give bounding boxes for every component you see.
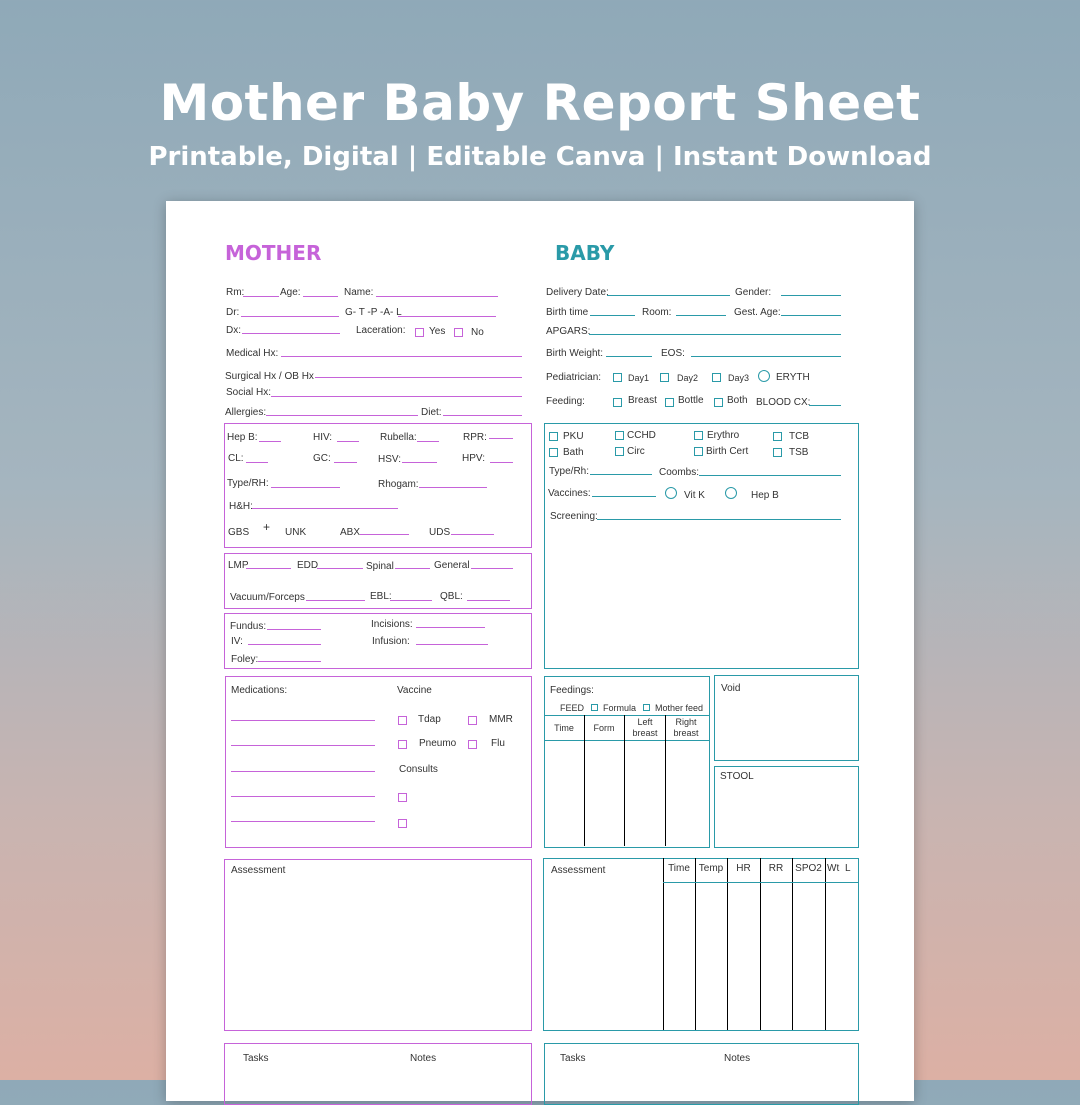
vitals-divider-1	[695, 858, 696, 1030]
edd-label: EDD	[297, 560, 319, 571]
formula-label: Formula	[603, 703, 637, 713]
coombs-label: Coombs:	[659, 467, 700, 478]
vitals-col-rr: RR	[768, 863, 784, 874]
gc-line[interactable]	[334, 462, 357, 463]
circ-checkbox[interactable]	[615, 447, 624, 456]
gbs-plus: +	[263, 520, 271, 534]
vacuum-line[interactable]	[306, 600, 365, 601]
cl-line[interactable]	[246, 462, 268, 463]
tdap-label: Tdap	[418, 714, 441, 725]
vitals-divider-4	[792, 858, 793, 1030]
name-line[interactable]	[376, 296, 498, 297]
hh-line[interactable]	[252, 508, 398, 509]
baby-screening-box	[544, 423, 859, 669]
infusion-line[interactable]	[416, 644, 488, 645]
lmp-label: LMP	[228, 560, 249, 571]
rpr-label: RPR:	[463, 432, 487, 443]
mother-tasks-label: Tasks	[243, 1053, 269, 1064]
vitals-divider-3	[760, 858, 761, 1030]
bottle-checkbox[interactable]	[665, 398, 674, 407]
medication-line-3[interactable]	[231, 771, 375, 772]
edd-line[interactable]	[317, 568, 363, 569]
laceration-yes-label: Yes	[429, 326, 446, 337]
mmr-label: MMR	[489, 714, 513, 725]
blood-cx-line[interactable]	[809, 405, 841, 406]
ebl-label: EBL:	[370, 591, 392, 602]
eos-line[interactable]	[691, 356, 841, 357]
laceration-label: Laceration:	[356, 325, 406, 336]
bath-label: Bath	[563, 447, 584, 458]
report-sheet	[166, 201, 914, 1101]
apgars-label: APGARS:	[546, 326, 591, 337]
feed-table-header-line	[544, 740, 710, 741]
page-title: Mother Baby Report Sheet	[159, 74, 921, 132]
vitals-col-spo2: SPO2	[795, 863, 822, 874]
abx-line[interactable]	[360, 534, 409, 535]
rm-line[interactable]	[243, 296, 279, 297]
day2-checkbox[interactable]	[660, 373, 669, 382]
type-rh-line[interactable]	[271, 487, 340, 488]
screening-label: Screening:	[550, 511, 598, 522]
screening-line[interactable]	[597, 519, 841, 520]
bath-checkbox[interactable]	[549, 448, 558, 457]
gbs-label: GBS	[228, 527, 250, 538]
pneumo-checkbox[interactable]	[398, 740, 407, 749]
diet-line[interactable]	[443, 415, 522, 416]
flu-label: Flu	[491, 738, 505, 749]
medications-label: Medications:	[231, 685, 288, 696]
feeding-label: Feeding:	[546, 396, 585, 407]
feed-col-time: Time	[554, 723, 574, 733]
hsv-label: HSV:	[378, 454, 401, 465]
blood-cx-label: BLOOD CX:	[756, 397, 811, 408]
cchd-checkbox[interactable]	[615, 431, 624, 440]
gender-line[interactable]	[781, 295, 841, 296]
rm-label: Rm:	[226, 287, 245, 298]
consult-checkbox-2[interactable]	[398, 819, 407, 828]
erythro-checkbox[interactable]	[694, 431, 703, 440]
iv-label: IV:	[231, 636, 243, 647]
vaccines-line[interactable]	[592, 496, 656, 497]
qbl-line[interactable]	[467, 600, 510, 601]
age-label: Age:	[280, 287, 301, 298]
diet-label: Diet:	[421, 407, 442, 418]
bottle-label: Bottle	[678, 395, 704, 406]
foley-line[interactable]	[258, 661, 321, 662]
baby-assessment-label: Assessment	[551, 865, 606, 876]
spinal-label: Spinal	[366, 561, 394, 572]
day1-checkbox[interactable]	[613, 373, 622, 382]
uds-label: UDS	[429, 527, 451, 538]
hh-label: H&H:	[229, 501, 253, 512]
abx-label: ABX	[340, 527, 361, 538]
pku-label: PKU	[563, 431, 584, 442]
vitals-divider-0	[663, 858, 664, 1030]
coombs-line[interactable]	[699, 475, 841, 476]
laceration-no-label: No	[471, 327, 484, 338]
baby-type-rh-label: Type/Rh:	[549, 466, 590, 477]
general-line[interactable]	[471, 568, 513, 569]
social-hx-line[interactable]	[271, 396, 522, 397]
ebl-line[interactable]	[390, 600, 432, 601]
breast-checkbox[interactable]	[613, 398, 622, 407]
circ-label: Circ	[627, 446, 645, 457]
vitals-col-hr: HR	[736, 863, 751, 874]
infusion-label: Infusion:	[372, 636, 410, 647]
feed-label: FEED	[560, 703, 585, 713]
day3-label: Day3	[728, 373, 750, 383]
vitals-divider-2	[727, 858, 728, 1030]
stool-label: STOOL	[720, 771, 754, 782]
day2-label: Day2	[677, 373, 699, 383]
gtpal-line[interactable]	[398, 316, 496, 317]
hepb-line[interactable]	[259, 441, 281, 442]
hpv-label: HPV:	[462, 453, 485, 464]
baby-hepb-radio[interactable]	[725, 487, 737, 499]
rhogam-label: Rhogam:	[378, 479, 419, 490]
baby-hepb-label: Hep B	[751, 490, 779, 501]
hiv-label: HIV:	[313, 432, 333, 443]
consults-label: Consults	[399, 764, 438, 775]
hepb-label: Hep B:	[227, 432, 258, 443]
cl-label: CL:	[228, 453, 244, 464]
gest-age-line[interactable]	[781, 315, 841, 316]
flu-checkbox[interactable]	[468, 740, 477, 749]
medication-line-1[interactable]	[231, 720, 375, 721]
mother-medications-box	[225, 676, 532, 848]
erythro-label: Erythro	[707, 430, 740, 441]
eryth-radio[interactable]	[758, 370, 770, 382]
allergies-line[interactable]	[266, 415, 418, 416]
medication-line-5[interactable]	[231, 821, 375, 822]
baby-type-rh-line[interactable]	[590, 474, 652, 475]
breast-label: Breast	[628, 395, 657, 406]
foley-label: Foley:	[231, 654, 259, 665]
hpv-line[interactable]	[490, 462, 513, 463]
feed-col-left-breast: Left breast	[632, 717, 658, 738]
tsb-checkbox[interactable]	[773, 448, 782, 457]
birth-cert-label: Birth Cert	[706, 446, 749, 457]
gc-label: GC:	[313, 453, 331, 464]
spinal-line[interactable]	[395, 568, 430, 569]
vitals-col-time: Time	[668, 863, 690, 874]
medication-line-4[interactable]	[231, 796, 375, 797]
mother-feed-checkbox[interactable]	[643, 704, 650, 711]
feed-col-right-breast: Right breast	[673, 717, 699, 738]
vacuum-label: Vacuum/Forceps	[230, 592, 305, 603]
hsv-line[interactable]	[402, 462, 437, 463]
gest-age-label: Gest. Age:	[734, 307, 781, 318]
gender-label: Gender:	[735, 287, 772, 298]
incisions-label: Incisions:	[371, 619, 413, 630]
mother-heading: MOTHER	[225, 241, 322, 265]
dx-line[interactable]	[242, 333, 340, 334]
consult-checkbox-1[interactable]	[398, 793, 407, 802]
medical-hx-line[interactable]	[281, 356, 522, 357]
void-label: Void	[721, 683, 741, 694]
rpr-line[interactable]	[489, 438, 513, 439]
dx-label: Dx:	[226, 325, 241, 336]
delivery-date-label: Delivery Date:	[546, 287, 609, 298]
birth-cert-checkbox[interactable]	[694, 447, 703, 456]
incisions-line[interactable]	[416, 627, 485, 628]
allergies-label: Allergies:	[225, 407, 267, 418]
surgical-hx-label: Surgical Hx / OB Hx	[225, 371, 314, 382]
dr-line[interactable]	[241, 316, 339, 317]
vitals-col-l: L	[845, 863, 851, 874]
feed-col-divider-2	[624, 715, 625, 846]
age-line[interactable]	[303, 296, 338, 297]
mother-assessment-box[interactable]	[224, 859, 532, 1031]
gtpal-label: G- T -P -A- L	[345, 307, 402, 318]
formula-checkbox[interactable]	[591, 704, 598, 711]
delivery-date-line[interactable]	[607, 295, 730, 296]
fundus-label: Fundus:	[230, 621, 267, 632]
room-line[interactable]	[676, 315, 726, 316]
laceration-no-checkbox[interactable]	[454, 328, 463, 337]
vitals-col-temp: Temp	[698, 863, 724, 874]
both-label: Both	[727, 395, 748, 406]
name-label: Name:	[344, 287, 374, 298]
baby-tasks-box[interactable]	[544, 1043, 859, 1105]
baby-heading: BABY	[555, 241, 615, 265]
qbl-label: QBL:	[440, 591, 463, 602]
vitals-col-wt: Wt	[827, 863, 840, 874]
tcb-checkbox[interactable]	[773, 432, 782, 441]
day3-checkbox[interactable]	[712, 373, 721, 382]
pneumo-label: Pneumo	[419, 738, 457, 749]
lmp-line[interactable]	[246, 568, 291, 569]
fundus-line[interactable]	[267, 629, 321, 630]
vitals-header-line	[663, 882, 858, 883]
pku-checkbox[interactable]	[549, 432, 558, 441]
tsb-label: TSB	[789, 447, 809, 458]
tdap-checkbox[interactable]	[398, 716, 407, 725]
feed-col-divider-1	[584, 715, 585, 846]
mother-notes-label: Notes	[410, 1053, 437, 1064]
cchd-label: CCHD	[627, 430, 656, 441]
tcb-label: TCB	[789, 431, 809, 442]
birth-time-label: Birth time	[546, 307, 589, 318]
pediatrician-label: Pediatrician:	[546, 372, 602, 383]
dr-label: Dr:	[226, 307, 240, 318]
birth-time-line[interactable]	[590, 315, 635, 316]
both-checkbox[interactable]	[714, 398, 723, 407]
laceration-yes-checkbox[interactable]	[415, 328, 424, 337]
rhogam-line[interactable]	[419, 487, 487, 488]
mmr-checkbox[interactable]	[468, 716, 477, 725]
mother-assessment-label: Assessment	[231, 865, 286, 876]
mother-feed-label: Mother feed	[655, 703, 704, 713]
medical-hx-label: Medical Hx:	[226, 348, 279, 359]
type-rh-label: Type/RH:	[227, 478, 269, 489]
feedings-label: Feedings:	[550, 685, 594, 696]
vitk-label: Vit K	[684, 490, 705, 501]
vitals-divider-5	[825, 858, 826, 1030]
social-hx-label: Social Hx:	[226, 387, 272, 398]
uds-line[interactable]	[451, 534, 494, 535]
feed-table-top-line	[544, 715, 710, 716]
gbs-unk: UNK	[285, 527, 307, 538]
vaccines-label: Vaccines:	[548, 488, 591, 499]
baby-tasks-label: Tasks	[560, 1053, 586, 1064]
rubella-label: Rubella:	[380, 432, 417, 443]
page-subtitle: Printable, Digital | Editable Canva | Instant Download	[148, 142, 932, 172]
day1-label: Day1	[628, 373, 650, 383]
eryth-label: ERYTH	[776, 372, 810, 383]
rubella-line[interactable]	[417, 441, 439, 442]
hiv-line[interactable]	[337, 441, 359, 442]
medication-line-2[interactable]	[231, 745, 375, 746]
eos-label: EOS:	[661, 348, 685, 359]
mother-tasks-box[interactable]	[224, 1043, 532, 1105]
baby-assessment-box[interactable]	[543, 858, 859, 1031]
surgical-hx-line[interactable]	[315, 377, 522, 378]
apgars-line[interactable]	[589, 334, 841, 335]
vaccine-label: Vaccine	[397, 685, 432, 696]
vitk-radio[interactable]	[665, 487, 677, 499]
birth-weight-label: Birth Weight:	[546, 348, 604, 359]
birth-weight-line[interactable]	[606, 356, 652, 357]
iv-line[interactable]	[248, 644, 321, 645]
general-label: General	[434, 560, 470, 571]
baby-notes-label: Notes	[724, 1053, 751, 1064]
feed-col-form: Form	[593, 723, 615, 733]
room-label: Room:	[642, 307, 672, 318]
